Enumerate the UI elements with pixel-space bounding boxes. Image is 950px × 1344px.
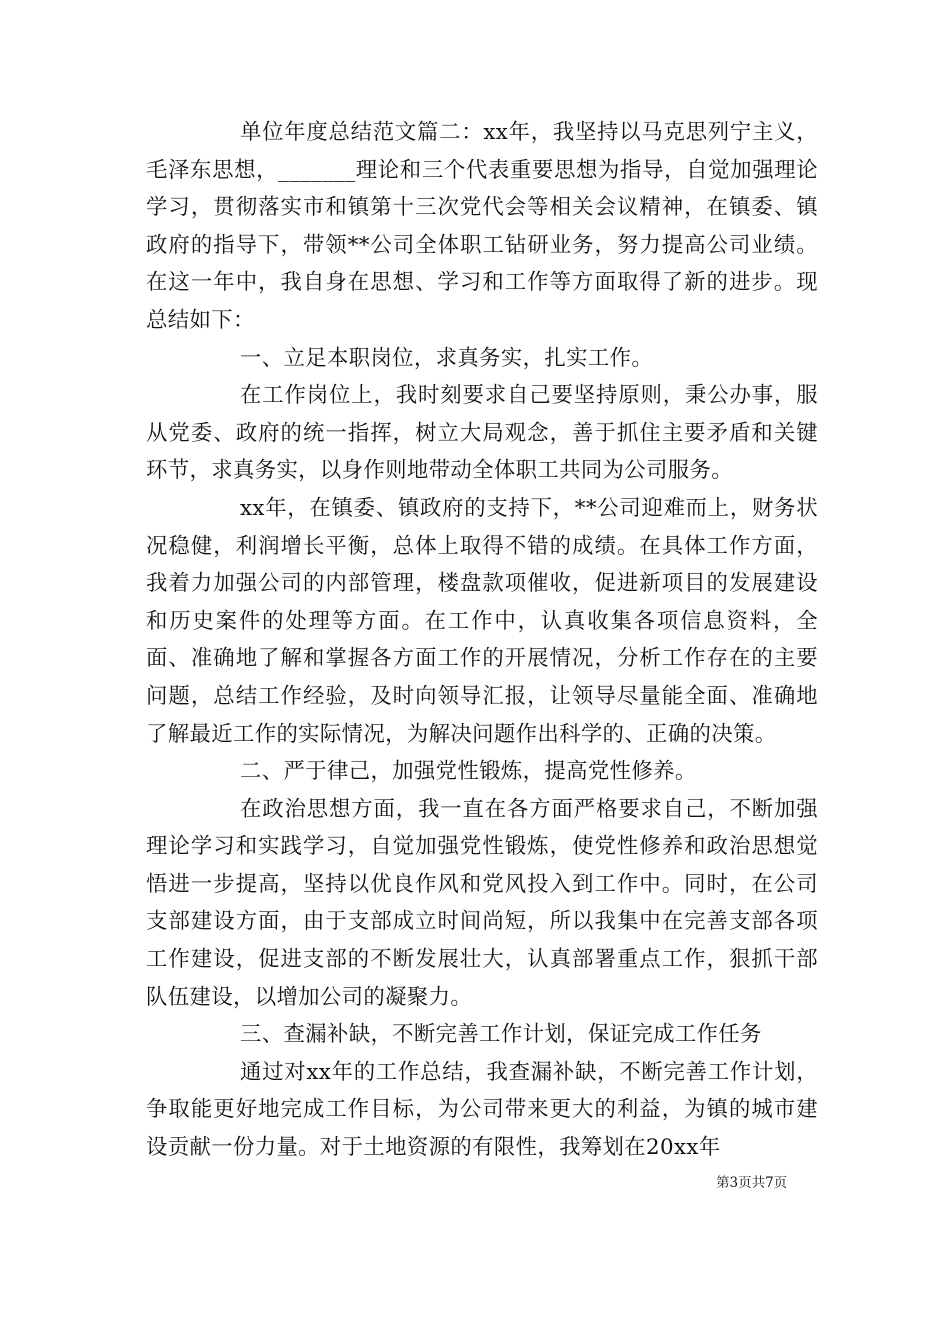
paragraph-intro: 单位年度总结范文篇二：xx年，我坚持以马克思列宁主义，毛泽东思想，_______理论和三个代表重要思想为指导，自觉加强理论学习，贯彻落实市和镇第十三次党代会等相关会议精神，在镇委、镇政府的指导下，带领**公司全体职工钻研业务，努力提高公司业绩。在这一年中，我自身在思想、学习和工作等方面取得了新的进步。现总结如下：	[146, 120, 818, 333]
paragraph-section-3: 通过对xx年的工作总结，我查漏补缺，不断完善工作计划，争取能更好地完成工作目标，为公司带来更大的利益，为镇的城市建设贡献一份力量。对于土地资源的有限性，我筹划在20xx年	[146, 1059, 818, 1161]
paragraph-section-1-a: 在工作岗位上，我时刻要求自己要坚持原则，秉公办事，服从党委、政府的统一指挥，树立大局观念，善于抓住主要矛盾和关键环节，求真务实，以身作则地带动全体职工共同为公司服务。	[146, 383, 818, 484]
document-body	[146, 114, 818, 1167]
paragraph-section-1-b: xx年，在镇委、镇政府的支持下，**公司迎难而上，财务状况稳健，利润增长平衡，总体上取得不错的成绩。在具体工作方面，我着力加强公司的内部管理，楼盘款项催收，促进新项目的发展建设和历史案件的处理等方面。在工作中，认真收集各项信息资料，全面、准确地了解和掌握各方面工作的开展情况，分析工作存在的主要问题，总结工作经验，及时向领导汇报，让领导尽量能全面、准确地了解最近工作的实际情况，为解决问题作出科学的、正确的决策。	[146, 495, 818, 747]
section-heading-1: 一、立足本职岗位，求真务实，扎实工作。	[240, 345, 654, 371]
paragraph-section-2: 在政治思想方面，我一直在各方面严格要求自己，不断加强理论学习和实践学习，自觉加强党性锻炼，使党性修养和政治思想觉悟进一步提高，坚持以优良作风和党风投入到工作中。同时，在公司支部建设方面，由于支部成立时间尚短，所以我集中在完善支部各项工作建设，促进支部的不断发展壮大，认真部署重点工作，狠抓干部队伍建设，以增加公司的凝聚力。	[146, 796, 818, 1010]
section-heading-3: 三、查漏补缺，不断完善工作计划，保证完成工作任务	[240, 1022, 762, 1048]
page-number-footer: 第3页共7页	[716, 1175, 788, 1191]
section-heading-2: 二、严于律己，加强党性锻炼，提高党性修养。	[240, 759, 697, 785]
